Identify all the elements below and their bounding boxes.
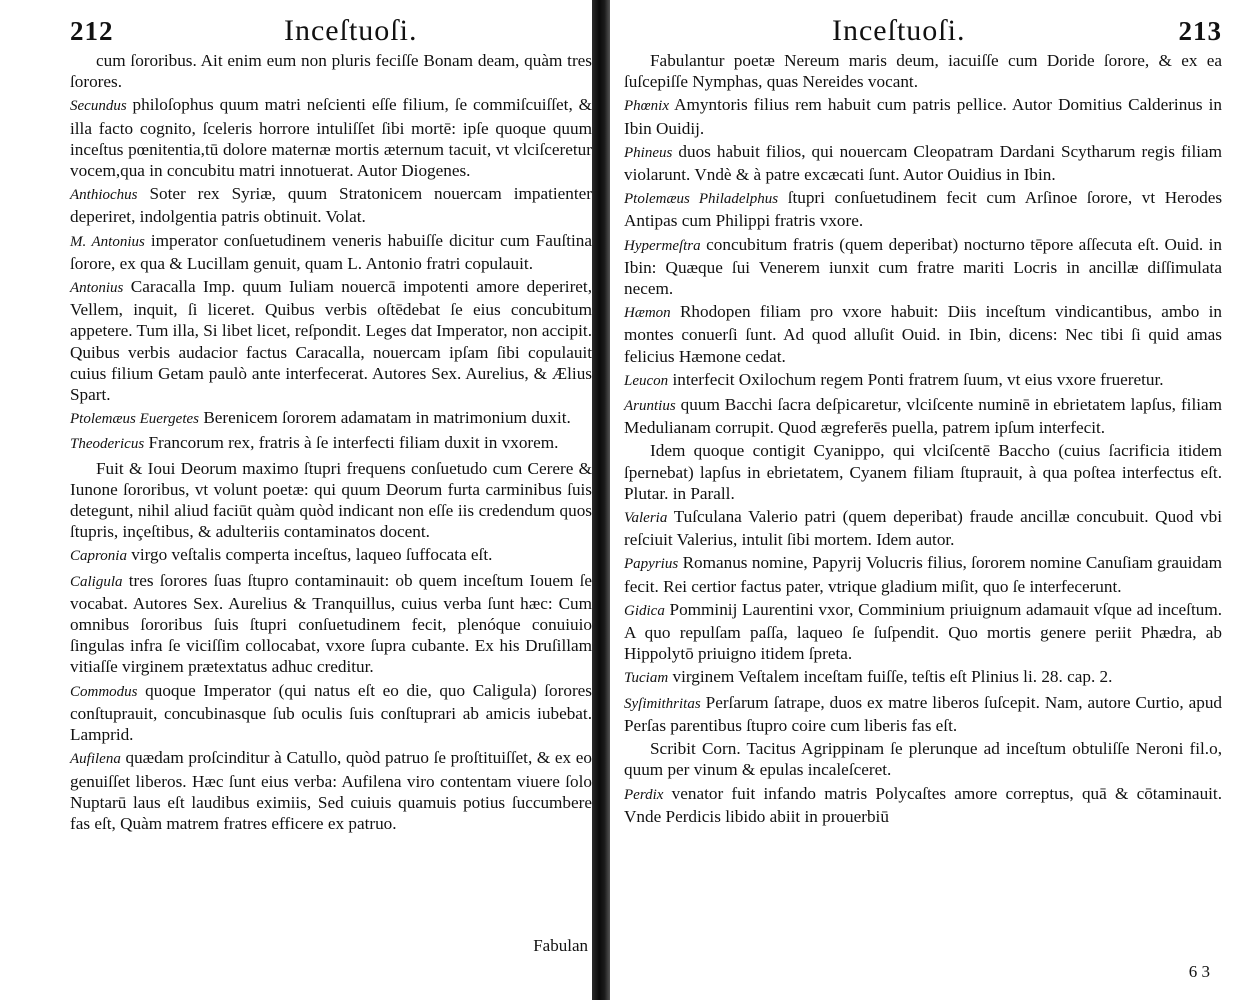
entry-name: Aufilena xyxy=(70,751,121,768)
entry-name: Perdix xyxy=(624,786,664,803)
entry-name: Commodus xyxy=(70,683,138,700)
entry-paragraph xyxy=(624,394,1222,438)
right-page-number: 213 xyxy=(1178,16,1222,46)
entry-text: Scribit Corn. Tacitus Agrippinam ſe plerunque ad inceſtum obtuliſſe Neroni fil.o, quum per vinum & epulas incaleſceret. xyxy=(624,739,1222,780)
entry-text: Caracalla Imp. quum Iuliam nouercā impotenti amore deperiret, Vellem, inquit, ſi liceret. Quibus verbis oſtēdebat ſe eius concubitum appetere. Tum illa, Si libet licet, reſpondit. Leges dat Imperator, non accipit. Quibus verbis audacior factus Caracalla, nouercam ipſam ſibi copulauit cuius filium Getam paulò ante interfecerat. Autores Sex. Aurelius, & Ælius Spart. xyxy=(70,277,593,405)
entry-name: Phineus xyxy=(624,144,673,161)
entry-text: Francorum rex, fratris à ſe interfecti filiam duxit in vxorem. xyxy=(148,433,559,453)
entry-text: Romanus nomine, Papyrij Volucris filius, ſororem nomine Canuſiam grauidam fecit. Rei certior factus pater, vtrique gladium miſit, quo ſe interfecerunt. xyxy=(624,553,1223,596)
left-entries xyxy=(70,50,592,834)
entry-text: Idem quoque contigit Cyanippo, qui vlciſcentē Baccho (cuius ſacrificia itidem ſpernebat) lapſus in ebrietatem, Cyanem filiam ſtuprauit, à qua poſtea interfectus eſt. Plutar. in Parall. xyxy=(624,441,1222,503)
entry-name: Gidica xyxy=(624,602,665,619)
entry-paragraph xyxy=(70,276,592,405)
entry-paragraph xyxy=(624,187,1222,231)
left-page xyxy=(0,0,598,1000)
entry-name: Phœnix xyxy=(624,98,669,115)
entry-name: Aruntius xyxy=(624,398,676,415)
entry-paragraph xyxy=(624,692,1222,736)
entry-text: quoque Imperator (qui natus eſt eo die, quo Caligula) ſorores conſtuprauit, concubinasque ſub oculis ſuis conſtuprari ab amicis iubebat. Lamprid. xyxy=(70,680,592,745)
entry-paragraph xyxy=(70,544,592,567)
entry-name: Hypermeſtra xyxy=(624,237,701,254)
entry-paragraph xyxy=(624,369,1222,392)
signature-mark: 6 3 xyxy=(1188,962,1210,981)
entry-text: quum Bacchi ſacra deſpicaretur, vlciſcente numinē in ebrietatem lapſus, filiam Medulianam corrupit. Quod ægreferēs puella, patrem ipſum interfecit. xyxy=(624,395,1223,438)
entry-text: ſtupri conſuetudinem fecit cum Arſinoe ſorore, vt Herodes Antipas cum Philippi fratris vxore. xyxy=(624,188,1223,231)
entry-name: Ptolemæus Philadelphus xyxy=(624,191,779,208)
entry-name: Tuciam xyxy=(624,670,669,687)
entry-paragraph xyxy=(624,552,1222,596)
entry-paragraph xyxy=(624,440,1222,504)
entry-text: Pomminij Laurentini vxor, Comminium priuignum adamauit vſque ad inceſtum. A quo repulſam paſſa, laqueo ſe ſuſpendit. Quo mortis genere periit Phædra, ab Hippolytō priuigno itidem ſpreta. xyxy=(624,599,1222,664)
entry-name: Ptolemæus Euergetes xyxy=(70,411,200,428)
entry-text: Perſarum ſatrape, duos ex matre liberos ſuſcepit. Nam, autore Curtio, apud Perſas parentibus ſtupro coire cum liberis fas eſt. xyxy=(624,692,1223,735)
entry-paragraph xyxy=(70,570,592,678)
entry-paragraph xyxy=(624,94,1222,138)
entry-name: Antonius xyxy=(70,280,124,297)
right-entries xyxy=(624,50,1222,827)
entry-paragraph xyxy=(70,407,592,430)
entry-text: cum ſororibus. Ait enim eum non pluris feciſſe Bonam deam, quàm tres ſorores. xyxy=(70,51,592,92)
entry-text: Amyntoris filius rem habuit cum patris pellice. Autor Domitius Calderinus in Ibin Ouidij. xyxy=(624,95,1222,138)
entry-text: Fabulantur poetæ Nereum maris deum, iacuiſſe cum Doride ſorore, & ex ea ſuſcepiſſe Nymphas, quas Nereides vocant. xyxy=(624,51,1222,92)
entry-text: Berenicem ſororem adamatam in matrimonium duxit. xyxy=(203,408,571,428)
entry-paragraph xyxy=(624,738,1222,780)
entry-name: Capronia xyxy=(70,548,127,565)
left-page-header xyxy=(70,10,592,50)
entry-paragraph xyxy=(624,666,1222,689)
entry-paragraph xyxy=(70,50,592,92)
entry-paragraph xyxy=(624,234,1222,300)
entry-paragraph xyxy=(70,183,592,227)
entry-text: Tuſculana Valerio patri (quem deperibat) fraude ancillæ concubuit. Quod vbi reſciuit Valerius, intulit ſibi mortem. Idem autor. xyxy=(624,507,1222,550)
entry-name: Anthiochus xyxy=(70,187,138,204)
entry-paragraph xyxy=(70,747,592,834)
right-page-header xyxy=(624,10,1222,50)
entry-text: virginem Veſtalem inceſtam fuiſſe, teſtis eſt Plinius li. 28. cap. 2. xyxy=(672,667,1113,687)
entry-text: philoſophus quum matri neſcienti eſſe filium, ſe commiſcuiſſet, & illa facto cognito, ſceleris horrore intuliſſet ſibi mortē: ipſe quoque quum inceſtus pœnitentia,tū dolore maternæ mortis æternum tacuit, vt vlciſceretur vocem,qua in concubitu matri innotuerat. Autor Diogenes. xyxy=(70,95,593,181)
entry-paragraph xyxy=(70,94,592,181)
entry-paragraph xyxy=(624,141,1222,185)
left-running-head: Inceſtuoſi. xyxy=(284,14,418,47)
right-page xyxy=(612,0,1240,1000)
entry-text: tres ſorores ſuas ſtupro contaminauit: ob quem inceſtum Iouem ſe vocabat. Autores Sex. Aurelius & Tranquillus, cuius verba ſunt hæc: Cum omnibus ſororibus ſuis ſtupri conſuetudinem fecit, plenóque conuiuio ſingulas infra ſe viciſſim collocabat, vxore ſupra cubante. Ex his Druſillam vitiaſſe virginem prætextatus adhuc creditur. xyxy=(70,570,592,677)
catchword: Fabulan xyxy=(533,936,588,955)
entry-text: venator fuit infando matris Polycaſtes amore correptus, quā & cōtaminauit. Vnde Perdicis libido abiit in prouerbiū xyxy=(624,783,1223,826)
entry-text: interfecit Oxilochum regem Ponti fratrem ſuum, vt eius vxore frueretur. xyxy=(672,369,1164,389)
entry-paragraph xyxy=(70,230,592,274)
entry-name: Papyrius xyxy=(624,556,679,573)
entry-text: duos habuit filios, qui nouercam Cleopatram Dardani Scytharum regis filiam violarunt. Vndè & à patre excæcati ſunt. Autor Ouidius in Ibin. xyxy=(624,141,1222,185)
entry-paragraph xyxy=(624,301,1222,367)
entry-paragraph xyxy=(624,50,1222,92)
entry-name: M. Antonius xyxy=(70,233,145,250)
entry-paragraph xyxy=(70,432,592,455)
right-running-head: Inceſtuoſi. xyxy=(832,14,966,47)
entry-paragraph xyxy=(624,783,1222,827)
entry-text: imperator conſuetudinem veneris habuiſſe dicitur cum Fauſtina ſorore, ex qua & Lucillam genuit, quam L. Antonio fratri copulauit. xyxy=(70,230,592,273)
left-page-number: 212 xyxy=(70,16,114,46)
entry-name: Leucon xyxy=(624,372,669,389)
entry-text: concubitum fratris (quem deperibat) nocturno tēpore aſſecuta eſt. Ouid. in Ibin: Quæque ſui Venerem iunxit cum fratre mariti Locris in ancillæ diſſimulata necem. xyxy=(624,234,1223,299)
entry-text: Rhodopen filiam pro vxore habuit: Diis inceſtum vindicantibus, ambo in montes conuerſi ſunt. Ad quod alluſit Ouid. in Ibin, dicens: Nec tibi ſi quid amas felicius Hæmone cedat. xyxy=(624,302,1223,366)
entry-name: Secundus xyxy=(70,98,127,115)
entry-name: Caligula xyxy=(70,573,123,590)
entry-name: Syſimithritas xyxy=(624,695,701,712)
entry-paragraph xyxy=(70,458,592,543)
entry-name: Theodericus xyxy=(70,436,145,453)
entry-text: Fuit & Ioui Deorum maximo ſtupri frequens conſuetudo cum Cerere & Iunone ſororibus, vt volunt poetæ: qui quum Deorum furta carminibus ſuis detegunt, nihil aliud faciūt quàm quòd indicant non eſſe iis credendum quos ſtupris, inçeſtibus, & adulteriis contaminatos docent. xyxy=(70,458,592,542)
entry-name: Hæmon xyxy=(624,305,671,322)
entry-text: quædam proſcinditur à Catullo, quòd patruo ſe proſtituiſſet, & ex eo genuiſſet liberos. Hæc ſunt eius verba: Aufilena viro contentam viuere ſolo Nuptarū laus eſt laudibus eximiis, Sed cuiuis quamuis potius ſuccumbere fas eſt, Quàm matrem fratres efficere ex patruo. xyxy=(70,748,593,833)
entry-paragraph xyxy=(70,680,592,746)
entry-paragraph xyxy=(624,506,1222,550)
entry-paragraph xyxy=(624,599,1222,665)
entry-name: Valeria xyxy=(624,510,668,527)
entry-text: Soter rex Syriæ, quum Stratonicem nouercam impatienter deperiret, indolgentia patris obtinuit. Volat. xyxy=(70,184,592,227)
entry-text: virgo veſtalis comperta inceſtus, laqueo ſuffocata eſt. xyxy=(131,545,493,565)
